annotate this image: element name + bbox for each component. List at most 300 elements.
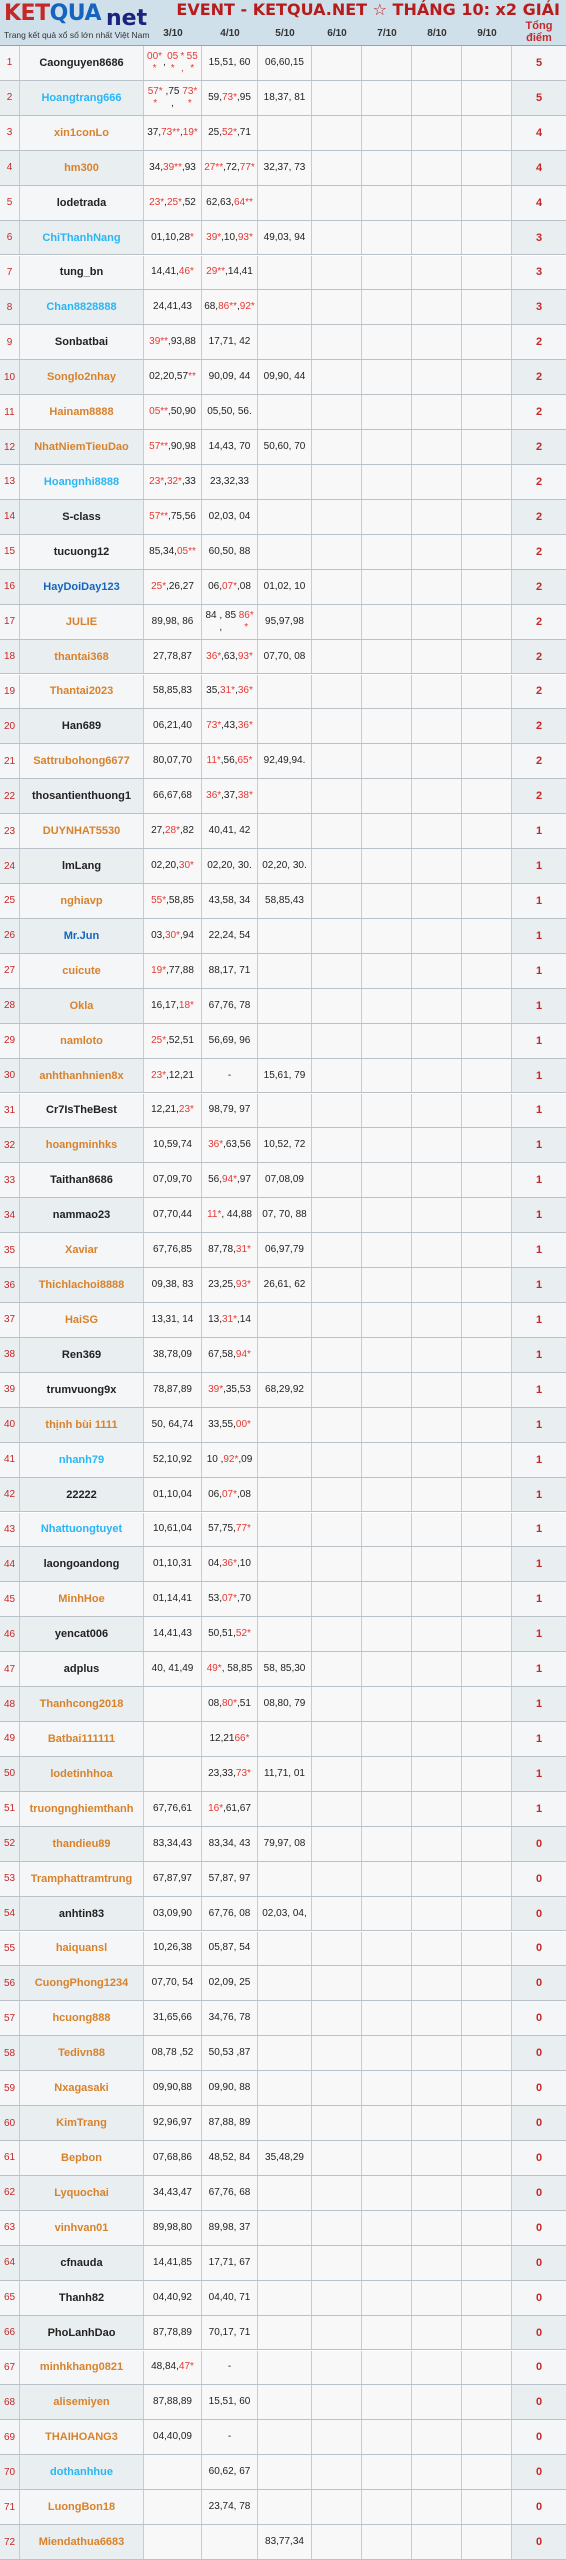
- prediction-cell: 06, 07* , 08: [202, 570, 258, 604]
- prediction-cell: 08,78 ,52: [144, 2036, 202, 2070]
- player-name-link[interactable]: Hoangnhi8888: [20, 465, 144, 499]
- prediction-cell: [412, 2385, 462, 2419]
- table-row: [0, 2036, 566, 2071]
- prediction-cell: [312, 605, 362, 639]
- player-name-link[interactable]: Tedivn88: [20, 2036, 144, 2070]
- player-name-link[interactable]: thosantienthuong1: [20, 779, 144, 813]
- total-score: 1: [535, 1488, 543, 1501]
- prediction-cell: 10 , 92* , 09: [202, 1443, 258, 1477]
- player-name-link[interactable]: MinhHoe: [20, 1582, 144, 1616]
- player-name-link[interactable]: cfnauda: [20, 2246, 144, 2280]
- row-rank: 48: [0, 1687, 20, 1721]
- row-rank: 68: [0, 2385, 20, 2419]
- player-name-link[interactable]: alisemiyen: [20, 2385, 144, 2419]
- total-score: 4: [535, 126, 543, 139]
- player-name-link[interactable]: namloto: [20, 1024, 144, 1058]
- prediction-cell: 03,09,90: [144, 1897, 202, 1931]
- player-name-link[interactable]: Okla: [20, 989, 144, 1023]
- row-rank: 17: [0, 605, 20, 639]
- player-name-link[interactable]: yencat006: [20, 1617, 144, 1651]
- player-name-link[interactable]: dothanhhue: [20, 2455, 144, 2489]
- player-name-link[interactable]: anhtin83: [20, 1897, 144, 1931]
- prediction-cell: 19* ,77, 88: [144, 954, 202, 988]
- table-row: [0, 2490, 566, 2525]
- prediction-cell: [312, 2211, 362, 2245]
- table-row: [0, 465, 566, 500]
- prediction-cell: [258, 465, 312, 499]
- prediction-cell: [412, 1233, 462, 1267]
- prediction-cell: [412, 570, 462, 604]
- prediction-cell: 59, 73* , 95: [202, 81, 258, 115]
- row-rank: 9: [0, 325, 20, 359]
- prediction-cell: [462, 2351, 512, 2385]
- row-rank: 33: [0, 1163, 20, 1197]
- prediction-cell: 57,75, 77*: [202, 1513, 258, 1547]
- player-name-link[interactable]: Nhattuongtuyet: [20, 1513, 144, 1547]
- prediction-cell: [258, 814, 312, 848]
- prediction-cell: [462, 1513, 512, 1547]
- prediction-cell: [362, 1268, 412, 1302]
- table-row: [0, 1303, 566, 1338]
- player-name-link[interactable]: Sattrubohong6677: [20, 744, 144, 778]
- prediction-cell: 25* ,26, 27: [144, 570, 202, 604]
- prediction-cell: [412, 1303, 462, 1337]
- row-rank: 18: [0, 640, 20, 674]
- table-row: [0, 256, 566, 291]
- player-name-link[interactable]: Thichlachoi8888: [20, 1268, 144, 1302]
- row-rank: 66: [0, 2316, 20, 2350]
- prediction-cell: [312, 1827, 362, 1861]
- prediction-cell: 14,43, 70: [202, 430, 258, 464]
- player-name-link[interactable]: nammao23: [20, 1198, 144, 1232]
- player-name-link[interactable]: Han689: [20, 709, 144, 743]
- total-score: 0: [535, 1942, 543, 1955]
- prediction-cell: [362, 1094, 412, 1128]
- table-row: [0, 1792, 566, 1827]
- player-name-link[interactable]: hcuong888: [20, 2001, 144, 2035]
- player-name-link[interactable]: DUYNHAT5530: [20, 814, 144, 848]
- prediction-cell: [412, 151, 462, 185]
- player-name-link[interactable]: Taithan8686: [20, 1163, 144, 1197]
- prediction-cell: 32,37, 73: [258, 151, 312, 185]
- total-score: 1: [535, 1348, 543, 1361]
- row-rank: 24: [0, 849, 20, 883]
- prediction-cell: [258, 675, 312, 709]
- total-score: 1: [535, 964, 543, 977]
- prediction-cell: 48,84, 47*: [144, 2351, 202, 2385]
- prediction-cell: [362, 1687, 412, 1721]
- total-score: 5: [535, 56, 543, 69]
- prediction-cell: 14,41, 85: [144, 2246, 202, 2280]
- prediction-cell: [462, 1094, 512, 1128]
- total-score: 1: [535, 1139, 543, 1152]
- prediction-cell: [362, 605, 412, 639]
- player-name-link[interactable]: HayDoiDay123: [20, 570, 144, 604]
- row-rank: 42: [0, 1478, 20, 1512]
- prediction-cell: 17,71, 67: [202, 2246, 258, 2280]
- prediction-cell: 87,88, 89: [202, 2106, 258, 2140]
- prediction-cell: [362, 186, 412, 220]
- player-name-link[interactable]: lodetrada: [20, 186, 144, 220]
- player-name-link[interactable]: adplus: [20, 1652, 144, 1686]
- prediction-cell: 56, 94* , 97: [202, 1163, 258, 1197]
- total-score: 1: [535, 825, 543, 838]
- player-name-link[interactable]: thandieu89: [20, 1827, 144, 1861]
- player-name-link[interactable]: S-class: [20, 500, 144, 534]
- player-name-link[interactable]: Hainam8888: [20, 395, 144, 429]
- row-rank: 26: [0, 919, 20, 953]
- prediction-cell: 09,38, 83: [144, 1268, 202, 1302]
- prediction-cell: 57,87, 97: [202, 1862, 258, 1896]
- prediction-cell: 43,58, 34: [202, 884, 258, 918]
- total-score: 0: [535, 1872, 543, 1885]
- player-name-link[interactable]: thantai368: [20, 640, 144, 674]
- table-row: [0, 1268, 566, 1303]
- logo-net: net: [106, 6, 148, 31]
- prediction-cell: [202, 2525, 258, 2559]
- prediction-cell: 83,77, 34: [258, 2525, 312, 2559]
- prediction-cell: [258, 2071, 312, 2105]
- row-rank: 59: [0, 2071, 20, 2105]
- prediction-cell: [312, 46, 362, 80]
- player-name-link[interactable]: NhatNiemTieuDao: [20, 430, 144, 464]
- prediction-cell: 16* ,61, 67: [202, 1792, 258, 1826]
- table-row: [0, 1547, 566, 1582]
- table-row: [0, 1163, 566, 1198]
- player-name-link[interactable]: nghiavp: [20, 884, 144, 918]
- page-title: EVENT - KETQUA.NET ☆ THÁNG 10: x2 GIẢI: [176, 0, 560, 19]
- row-rank: 39: [0, 1373, 20, 1407]
- prediction-cell: 25* ,52, 51: [144, 1024, 202, 1058]
- player-name-link[interactable]: xin1conLo: [20, 116, 144, 150]
- player-name-link[interactable]: Bepbon: [20, 2141, 144, 2175]
- prediction-cell: 23,25, 93*: [202, 1268, 258, 1302]
- total-score: 0: [535, 2012, 543, 2025]
- prediction-cell: 58,85, 43: [258, 884, 312, 918]
- prediction-cell: 12,21, 23*: [144, 1094, 202, 1128]
- prediction-cell: [258, 1582, 312, 1616]
- logo-tagline: Trang kết quả xổ số lớn nhất Việt Nam: [4, 30, 150, 40]
- prediction-cell: 09,90, 44: [258, 360, 312, 394]
- prediction-cell: [312, 640, 362, 674]
- player-name-link[interactable]: Thantai2023: [20, 675, 144, 709]
- prediction-cell: [462, 290, 512, 324]
- prediction-cell: 07,70,44: [144, 1198, 202, 1232]
- player-name-link[interactable]: lmLang: [20, 849, 144, 883]
- prediction-cell: [362, 290, 412, 324]
- player-name-link[interactable]: Xaviar: [20, 1233, 144, 1267]
- player-name-link[interactable]: lodetinhhoa: [20, 1757, 144, 1791]
- table-row: [0, 1094, 566, 1129]
- prediction-cell: [362, 849, 412, 883]
- table-row: [0, 2420, 566, 2455]
- player-name-link[interactable]: cuicute: [20, 954, 144, 988]
- row-rank: 12: [0, 430, 20, 464]
- table-row: [0, 1338, 566, 1373]
- player-name-link[interactable]: Hoangtrang666: [20, 81, 144, 115]
- prediction-cell: [312, 849, 362, 883]
- row-rank: 3: [0, 116, 20, 150]
- prediction-cell: [258, 1024, 312, 1058]
- prediction-cell: 05** ,50, 90: [144, 395, 202, 429]
- table-row: [0, 81, 566, 116]
- player-name-link[interactable]: Cr7IsTheBest: [20, 1094, 144, 1128]
- player-name-link[interactable]: ChiThanhNang: [20, 221, 144, 255]
- player-name-link[interactable]: hoangminhks: [20, 1128, 144, 1162]
- prediction-cell: [412, 1338, 462, 1372]
- prediction-cell: 15,61, 79: [258, 1059, 312, 1093]
- prediction-cell: 05,50, 56.: [202, 395, 258, 429]
- prediction-cell: 49* , 58, 85: [202, 1652, 258, 1686]
- prediction-cell: [412, 221, 462, 255]
- row-rank: 4: [0, 151, 20, 185]
- player-name-link[interactable]: Ren369: [20, 1338, 144, 1372]
- prediction-cell: 36* ,37, 38*: [202, 779, 258, 813]
- prediction-cell: 14,41, 46*: [144, 256, 202, 290]
- column-header-date: 4/10: [220, 28, 240, 39]
- prediction-cell: [258, 1547, 312, 1581]
- player-name-link[interactable]: Thanhcong2018: [20, 1687, 144, 1721]
- prediction-cell: 03, 30* ,94: [144, 919, 202, 953]
- prediction-cell: [362, 1897, 412, 1931]
- row-rank: 32: [0, 1128, 20, 1162]
- player-name-link[interactable]: anhthanhnien8x: [20, 1059, 144, 1093]
- player-name-link[interactable]: PhoLanhDao: [20, 2316, 144, 2350]
- prediction-cell: [412, 2036, 462, 2070]
- prediction-cell: [412, 1513, 462, 1547]
- prediction-cell: [258, 2106, 312, 2140]
- column-header-date: 7/10: [377, 28, 397, 39]
- prediction-cell: [462, 500, 512, 534]
- row-rank: 23: [0, 814, 20, 848]
- table-row: [0, 1617, 566, 1652]
- prediction-cell: [462, 2141, 512, 2175]
- player-name-link[interactable]: Tramphattramtrung: [20, 1862, 144, 1896]
- prediction-cell: [258, 1094, 312, 1128]
- row-rank: 58: [0, 2036, 20, 2070]
- prediction-cell: [412, 1443, 462, 1477]
- logo-ket: KET: [4, 1, 50, 26]
- table-row: [0, 1059, 566, 1094]
- player-name-link[interactable]: CuongPhong1234: [20, 1966, 144, 2000]
- prediction-cell: 01,10,28 *: [144, 221, 202, 255]
- prediction-cell: [362, 709, 412, 743]
- row-rank: 70: [0, 2455, 20, 2489]
- prediction-cell: [462, 1862, 512, 1896]
- prediction-cell: -: [202, 1059, 258, 1093]
- player-name-link[interactable]: HaiSG: [20, 1303, 144, 1337]
- prediction-cell: 37, 73** , 19*: [144, 116, 202, 150]
- prediction-cell: [312, 1059, 362, 1093]
- prediction-cell: [312, 2420, 362, 2454]
- row-rank: 1: [0, 46, 20, 80]
- prediction-cell: [462, 395, 512, 429]
- prediction-cell: 15,51, 60: [202, 2385, 258, 2419]
- total-score: 3: [535, 266, 543, 279]
- row-rank: 46: [0, 1617, 20, 1651]
- prediction-cell: 36* ,63, 93*: [202, 640, 258, 674]
- prediction-cell: [312, 1094, 362, 1128]
- prediction-cell: [462, 186, 512, 220]
- prediction-cell: [312, 1547, 362, 1581]
- player-name-link[interactable]: vinhvan01: [20, 2211, 144, 2245]
- prediction-cell: 60,50, 88: [202, 535, 258, 569]
- prediction-cell: [258, 1617, 312, 1651]
- prediction-cell: [362, 1757, 412, 1791]
- table-row: [0, 1478, 566, 1513]
- table-row: [0, 535, 566, 570]
- player-name-link[interactable]: Sonbatbai: [20, 325, 144, 359]
- table-row: [0, 884, 566, 919]
- prediction-cell: [412, 500, 462, 534]
- prediction-cell: 67,76,85: [144, 1233, 202, 1267]
- prediction-cell: [362, 1233, 412, 1267]
- total-score: 1: [535, 1244, 543, 1257]
- prediction-cell: 68,29, 92: [258, 1373, 312, 1407]
- player-name-link[interactable]: LuongBon18: [20, 2490, 144, 2524]
- row-rank: 44: [0, 1547, 20, 1581]
- prediction-cell: 98,79, 97: [202, 1094, 258, 1128]
- prediction-cell: 10,52, 72: [258, 1128, 312, 1162]
- prediction-cell: [258, 779, 312, 813]
- prediction-cell: [362, 81, 412, 115]
- player-name-link[interactable]: Batbai111111: [20, 1722, 144, 1756]
- prediction-cell: [412, 1932, 462, 1966]
- prediction-cell: [362, 1443, 412, 1477]
- row-rank: 61: [0, 2141, 20, 2175]
- prediction-cell: [412, 1582, 462, 1616]
- prediction-cell: [362, 116, 412, 150]
- player-name-link[interactable]: Chan8828888: [20, 290, 144, 324]
- prediction-cell: [462, 1547, 512, 1581]
- row-rank: 56: [0, 1966, 20, 2000]
- table-row: [0, 570, 566, 605]
- prediction-cell: [412, 1792, 462, 1826]
- prediction-cell: [144, 2455, 202, 2489]
- prediction-cell: [362, 1128, 412, 1162]
- prediction-cell: [362, 1652, 412, 1686]
- prediction-cell: [362, 2071, 412, 2105]
- prediction-cell: [312, 430, 362, 464]
- column-header-date: 8/10: [427, 28, 447, 39]
- prediction-cell: 80,07, 70: [144, 744, 202, 778]
- prediction-cell: [462, 814, 512, 848]
- player-name-link[interactable]: tucuong12: [20, 535, 144, 569]
- total-score: 5: [535, 91, 543, 104]
- table-row: [0, 2211, 566, 2246]
- player-name-link[interactable]: Lyquochai: [20, 2176, 144, 2210]
- prediction-cell: [412, 779, 462, 813]
- prediction-cell: [312, 2141, 362, 2175]
- total-score: 2: [535, 545, 543, 558]
- row-rank: 65: [0, 2281, 20, 2315]
- player-name-link[interactable]: trumvuong9x: [20, 1373, 144, 1407]
- prediction-cell: [462, 954, 512, 988]
- prediction-cell: [462, 116, 512, 150]
- player-name-link[interactable]: 22222: [20, 1478, 144, 1512]
- prediction-cell: [362, 1932, 412, 1966]
- prediction-cell: [362, 395, 412, 429]
- prediction-cell: [258, 919, 312, 953]
- prediction-cell: 07,70, 54: [144, 1966, 202, 2000]
- prediction-cell: [412, 2001, 462, 2035]
- player-name-link[interactable]: haiquansl: [20, 1932, 144, 1966]
- player-name-link[interactable]: tung_bn: [20, 256, 144, 290]
- table-row: [0, 2385, 566, 2420]
- prediction-cell: 62,63, 64**: [202, 186, 258, 220]
- prediction-cell: [462, 2455, 512, 2489]
- prediction-cell: [312, 2071, 362, 2105]
- row-rank: 13: [0, 465, 20, 499]
- player-name-link[interactable]: Mr.Jun: [20, 919, 144, 953]
- prediction-cell: [144, 2490, 202, 2524]
- table-row: [0, 1198, 566, 1233]
- prediction-cell: 06,60, 15: [258, 46, 312, 80]
- table-row: [0, 221, 566, 256]
- prediction-cell: [362, 360, 412, 394]
- prediction-cell: [312, 1932, 362, 1966]
- prediction-cell: [258, 1932, 312, 1966]
- player-name-link[interactable]: Songlo2nhay: [20, 360, 144, 394]
- player-name-link[interactable]: JULIE: [20, 605, 144, 639]
- prediction-cell: [258, 290, 312, 324]
- prediction-cell: [462, 675, 512, 709]
- prediction-cell: [312, 1792, 362, 1826]
- player-name-link[interactable]: Caonguyen8686: [20, 46, 144, 80]
- prediction-cell: 38,78,09: [144, 1338, 202, 1372]
- total-score: 1: [535, 1069, 543, 1082]
- player-name-link[interactable]: hm300: [20, 151, 144, 185]
- total-score: 2: [535, 790, 543, 803]
- prediction-cell: [362, 500, 412, 534]
- prediction-cell: [462, 1268, 512, 1302]
- row-rank: 19: [0, 675, 20, 709]
- prediction-cell: [412, 2281, 462, 2315]
- prediction-cell: 92,96, 97: [144, 2106, 202, 2140]
- row-rank: 27: [0, 954, 20, 988]
- player-name-link[interactable]: laongoandong: [20, 1547, 144, 1581]
- player-name-link[interactable]: THAIHOANG3: [20, 2420, 144, 2454]
- player-name-link[interactable]: minhkhang0821: [20, 2351, 144, 2385]
- player-name-link[interactable]: KimTrang: [20, 2106, 144, 2140]
- prediction-cell: 92,49, 94.: [258, 744, 312, 778]
- player-name-link[interactable]: nhanh79: [20, 1443, 144, 1477]
- prediction-cell: [312, 2281, 362, 2315]
- prediction-cell: [362, 1617, 412, 1651]
- prediction-cell: [312, 1373, 362, 1407]
- prediction-cell: [462, 1827, 512, 1861]
- prediction-cell: [412, 81, 462, 115]
- prediction-cell: [412, 1198, 462, 1232]
- player-name-link[interactable]: thịnh bùi 1111: [20, 1408, 144, 1442]
- total-score: 1: [535, 1802, 543, 1815]
- prediction-cell: [362, 2525, 412, 2559]
- prediction-cell: [462, 256, 512, 290]
- table-row: [0, 430, 566, 465]
- prediction-cell: 11* ,56, 65*: [202, 744, 258, 778]
- prediction-cell: [462, 1757, 512, 1791]
- player-name-link[interactable]: Miendathua6683: [20, 2525, 144, 2559]
- player-name-link[interactable]: Nxagasaki: [20, 2071, 144, 2105]
- prediction-cell: 02,20, 30.: [202, 849, 258, 883]
- table-row: [0, 1128, 566, 1163]
- player-name-link[interactable]: truongnghiemthanh: [20, 1792, 144, 1826]
- total-score: 2: [535, 580, 543, 593]
- row-rank: 35: [0, 1233, 20, 1267]
- total-score: 1: [535, 999, 543, 1012]
- prediction-cell: 04, 36* , 10: [202, 1547, 258, 1581]
- player-name-link[interactable]: Thanh82: [20, 2281, 144, 2315]
